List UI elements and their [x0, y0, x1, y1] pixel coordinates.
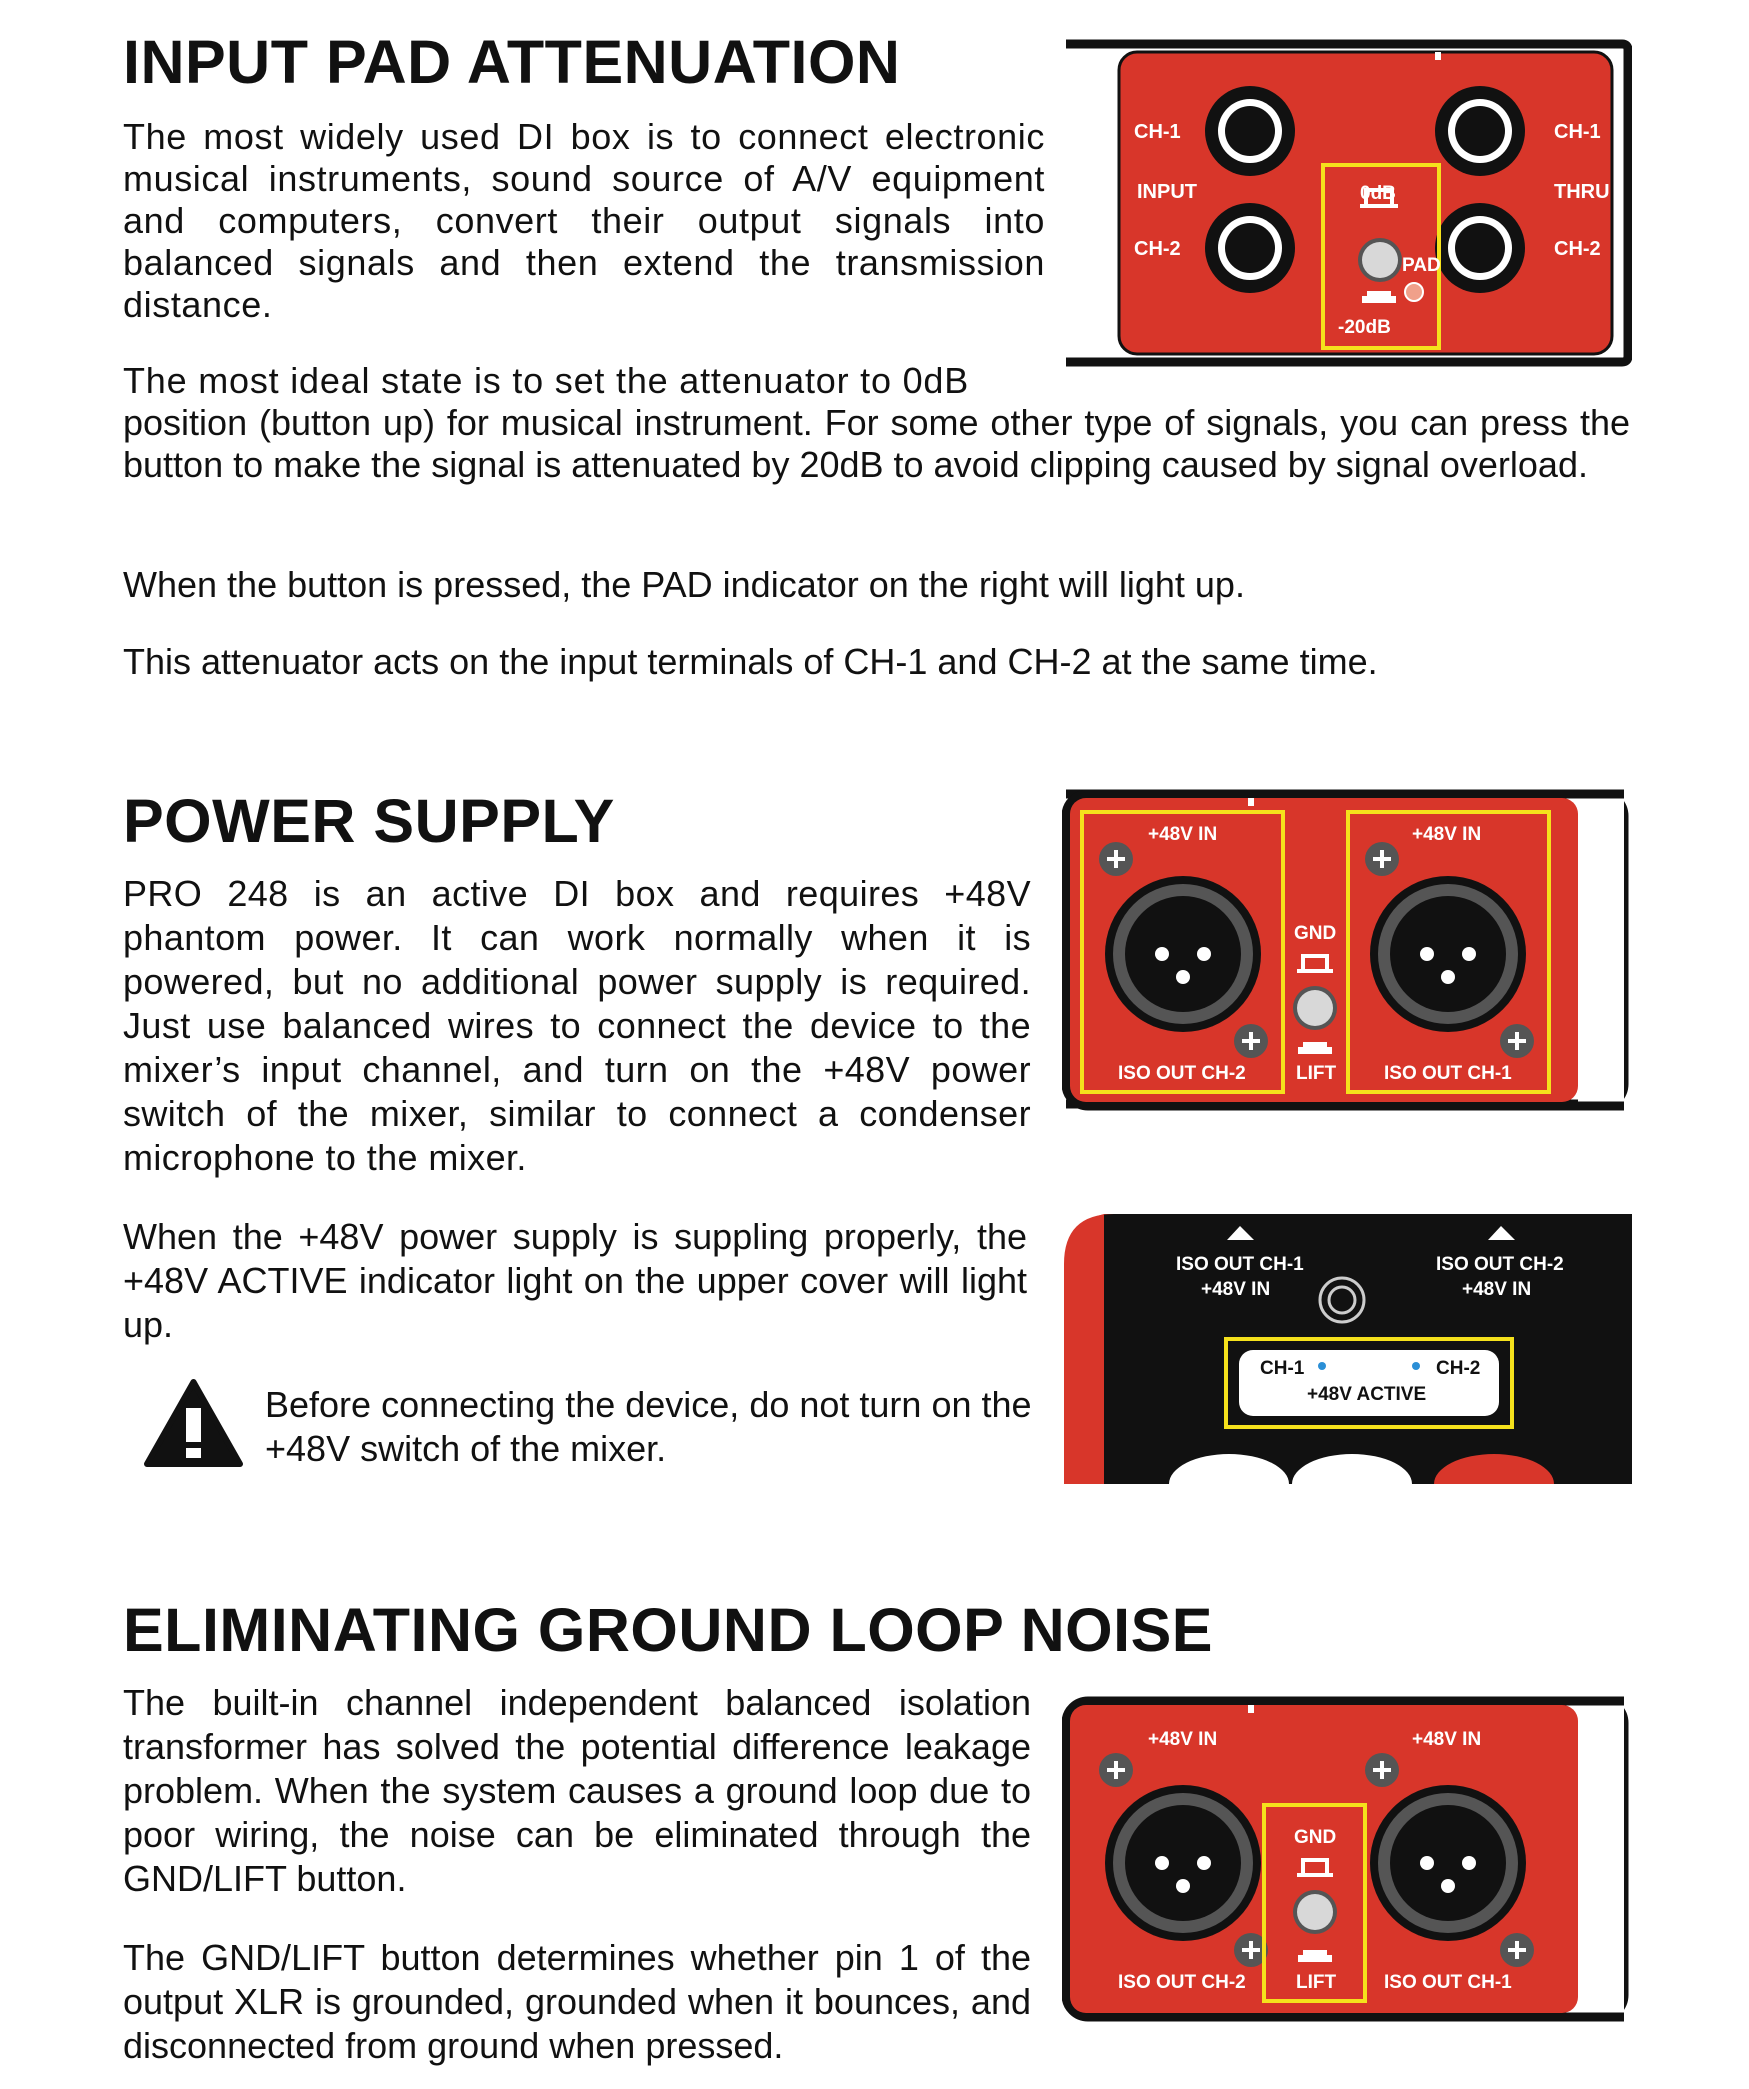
screw-icon — [1365, 1753, 1399, 1787]
pad-paragraph-2-line-1: The most ideal state is to set the attenuator to 0dB — [123, 360, 970, 401]
top-cover-figure — [1064, 1214, 1632, 1484]
label-ch2-left: CH-2 — [1134, 238, 1181, 260]
label-active-ch1: CH-1 — [1260, 1358, 1305, 1379]
label-minus-20db: -20dB — [1338, 317, 1391, 338]
screw-icon — [1099, 842, 1133, 876]
screw-icon — [1234, 1024, 1268, 1058]
label-48v-in-right: +48V IN — [1412, 824, 1482, 845]
power-panel-figure — [1062, 786, 1632, 1112]
label-pad: PAD — [1402, 255, 1441, 276]
label-48v-active: +48V ACTIVE — [1307, 1384, 1427, 1405]
warning-text: Before connecting the device, do not turn on the +48V switch of the mixer. — [265, 1384, 1032, 1469]
screw-icon — [1365, 842, 1399, 876]
label-input: INPUT — [1137, 181, 1197, 203]
section-title-power: POWER SUPPLY — [123, 787, 615, 855]
label-top-48v-right: +48V IN — [1462, 1279, 1532, 1300]
label-gnd: GND — [1294, 1827, 1337, 1848]
screw-icon — [1500, 1024, 1534, 1058]
pad-paragraph-3: When the button is pressed, the PAD indicator on the right will light up. — [123, 564, 1245, 605]
label-ch2-right: CH-2 — [1554, 238, 1601, 260]
pad-panel-figure — [1062, 36, 1632, 370]
label-active-ch2: CH-2 — [1436, 1358, 1481, 1379]
label-iso-out-ch2: ISO OUT CH-2 — [1118, 1972, 1246, 1993]
section-title-pad: INPUT PAD ATTENUATION — [123, 28, 901, 96]
label-thru: THRU — [1554, 181, 1610, 203]
screw-icon — [1500, 1933, 1534, 1967]
xlr-right-icon — [1370, 876, 1526, 1032]
label-iso-out-ch2: ISO OUT CH-2 — [1118, 1063, 1246, 1084]
label-48v-in-left: +48V IN — [1148, 1729, 1218, 1750]
pad-led-icon — [1405, 283, 1423, 301]
ground-paragraph-2: The GND/LIFT button determines whether pin 1 of the output XLR is grounded, grounded when it bounces, and disconnected from ground when pressed. — [123, 1937, 1031, 2066]
xlr-left-icon — [1105, 1785, 1261, 1941]
label-ch1-left: CH-1 — [1134, 121, 1181, 143]
label-lift: LIFT — [1296, 1063, 1337, 1084]
label-lift: LIFT — [1296, 1972, 1337, 1993]
xlr-left-icon — [1105, 876, 1261, 1032]
label-top-48v-left: +48V IN — [1201, 1279, 1271, 1300]
label-top-iso-ch2: ISO OUT CH-2 — [1436, 1254, 1564, 1275]
thru-jack-ch2-icon — [1435, 203, 1525, 293]
input-jack-ch1-icon — [1205, 86, 1295, 176]
ground-paragraph-1: The built-in channel independent balanced isolation transformer has solved the potential difference leakage problem. When the system causes a ground loop due to poor wiring, the noise can be eliminated through the GND/LIFT button. — [123, 1682, 1031, 1899]
input-jack-ch2-icon — [1205, 203, 1295, 293]
ch2-active-led-icon — [1412, 1362, 1420, 1370]
xlr-right-icon — [1370, 1785, 1526, 1941]
label-48v-in-left: +48V IN — [1148, 824, 1218, 845]
label-48v-in-right: +48V IN — [1412, 1729, 1482, 1750]
ground-panel-figure — [1062, 1693, 1632, 2023]
section-title-ground: ELIMINATING GROUND LOOP NOISE — [123, 1596, 1213, 1664]
pad-paragraph-4: This attenuator acts on the input terminals of CH-1 and CH-2 at the same time. — [123, 641, 1378, 682]
label-top-iso-ch1: ISO OUT CH-1 — [1176, 1254, 1304, 1275]
screw-icon — [1099, 1753, 1133, 1787]
ch1-active-led-icon — [1318, 1362, 1326, 1370]
pad-paragraph-1: The most widely used DI box is to connect electronic musical instruments, sound source of A/V equipment and computers, convert their output signals into balanced signals and then extend the transmission distance. — [123, 116, 1045, 325]
label-ch1-right: CH-1 — [1554, 121, 1601, 143]
label-gnd: GND — [1294, 923, 1337, 944]
power-paragraph-1: PRO 248 is an active DI box and requires +48V phantom power. It can work normally when it is powered, but no additional power supply is required. Just use balanced wires to connect the device to the mixer’s input channel, and turn on the +48V power switch of the mixer, similar to connect a condenser microphone to the mixer. — [123, 873, 1031, 1178]
thru-jack-ch1-icon — [1435, 86, 1525, 176]
label-iso-out-ch1: ISO OUT CH-1 — [1384, 1972, 1512, 1993]
label-iso-out-ch1: ISO OUT CH-1 — [1384, 1063, 1512, 1084]
warning-triangle-icon — [143, 1378, 244, 1470]
power-paragraph-2: When the +48V power supply is suppling properly, the +48V ACTIVE indicator light on the upper cover will light up. — [123, 1216, 1027, 1345]
label-0db: 0dB — [1360, 183, 1396, 204]
pad-paragraph-2: position (button up) for musical instrument. For some other type of signals, you can press the button to make the signal is attenuated by 20dB to avoid clipping caused by signal overload. — [123, 402, 1630, 485]
